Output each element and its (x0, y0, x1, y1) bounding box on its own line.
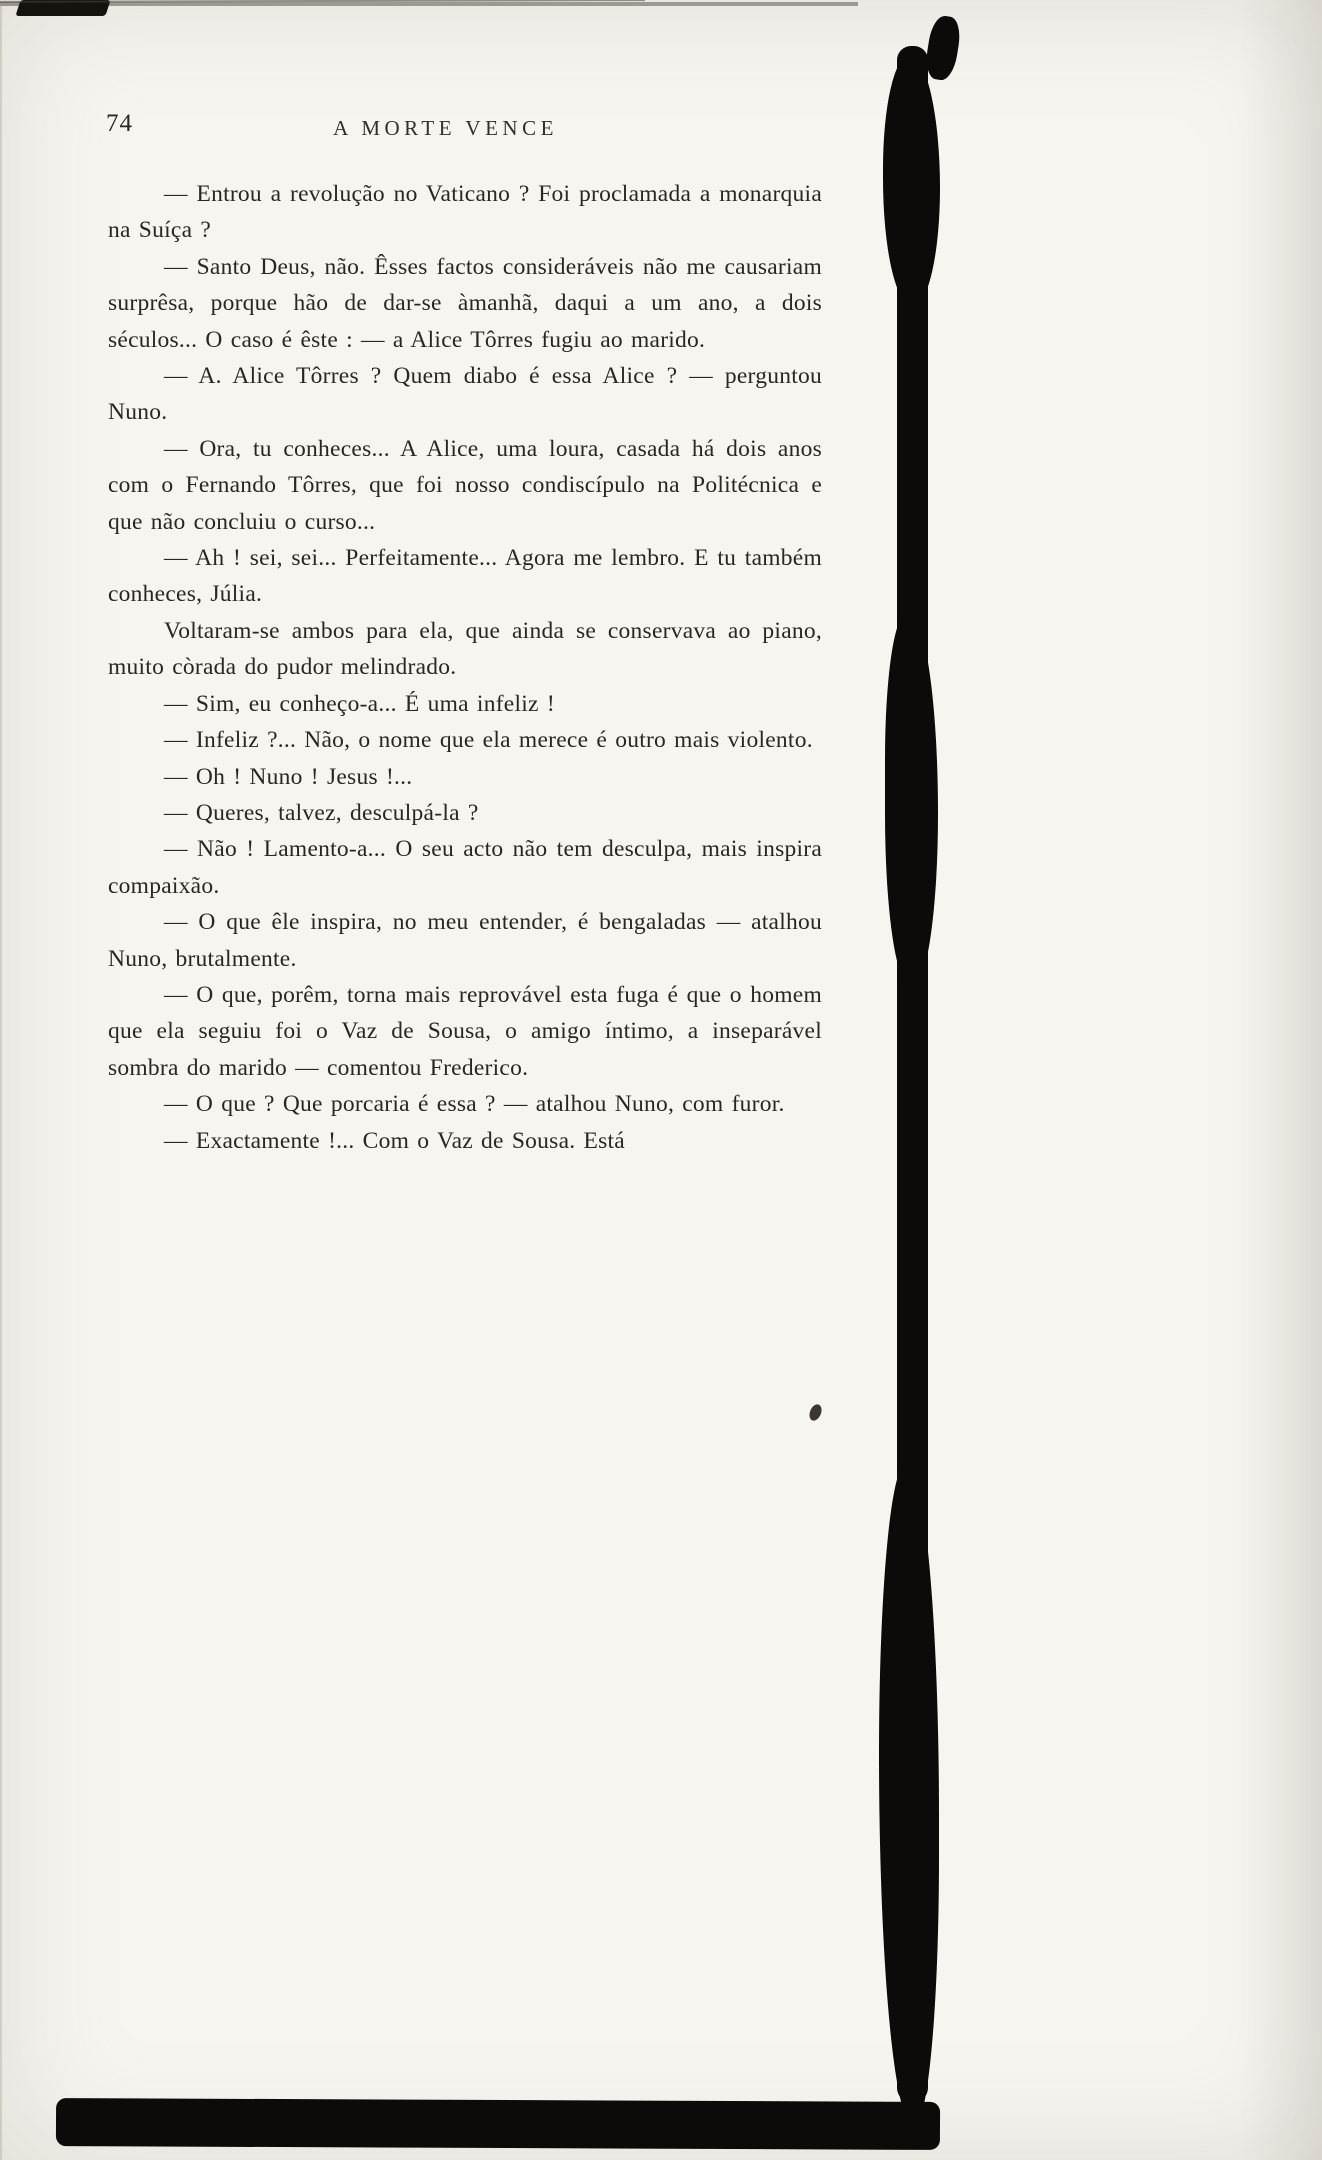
paragraph: — Entrou a revolução no Vaticano ? Foi proclamada a monarquia na Suíça ? (108, 181, 822, 244)
paragraph: Voltaram-se ambos para ela, que ainda se conservava ao piano, muito còrada do pudor melindrado. (108, 617, 822, 681)
scan-ink-band-bottom (56, 2098, 940, 2150)
paragraph: — Oh ! Nuno ! Jesus !... (164, 763, 413, 790)
running-title: A MORTE VENCE (333, 116, 558, 140)
page-edge-line (0, 6, 2, 2160)
binding-shadow-top-mark (923, 14, 963, 82)
page-number: 74 (106, 110, 133, 137)
scan-hairline-bottom (0, 2, 858, 6)
page-edge-shading (1240, 0, 1322, 2160)
text-block (108, 176, 822, 1159)
ink-speck (807, 1403, 824, 1423)
paragraph: — Sim, eu conheço-a... É uma infeliz ! (164, 690, 555, 717)
paragraph: — O que, porêm, torna mais reprovável esta fuga é que o homem que ela seguiu foi o Vaz de Sousa, o amigo íntimo, a inseparável sombra do marido — comentou Frederico. (108, 981, 822, 1081)
paragraph: — Infeliz ?... Não, o nome que ela merece é outro mais violento. (164, 727, 813, 754)
paragraph: — Exactamente !... Com o Vaz de Sousa. Está (164, 1127, 625, 1154)
paragraph: — A. Alice Tôrres ? Quem diabo é essa Alice ? — perguntou Nuno. (108, 363, 822, 426)
paragraph: — Não ! Lamento-a... O seu acto não tem desculpa, mais inspira compaixão. (108, 836, 822, 899)
paragraph: — O que êle inspira, no meu entender, é bengaladas — atalhou Nuno, brutalmente. (108, 909, 822, 972)
binding-shadow-blob-middle (885, 615, 938, 985)
paragraph: — O que ? Que porcaria é essa ? — atalhou Nuno, com furor. (164, 1091, 785, 1118)
paragraph: — Ah ! sei, sei... Perfeitamente... Agora me lembro. E tu também conheces, Júlia. (108, 545, 822, 608)
paragraph: — Santo Deus, não. Êsses factos consideráveis não me causariam surprêsa, porque hão de dar-se àmanhã, daqui a um ano, a dois séculos... O caso é êste : — a Alice Tôrres fugiu ao marido. (108, 253, 822, 353)
paragraph: — Ora, tu conheces... A Alice, uma loura, casada há dois anos com o Fernando Tôrres, que foi nosso condiscípulo na Politécnica e que não concluiu o curso... (108, 435, 822, 535)
binding-shadow-blob-upper (883, 56, 940, 306)
paragraph: — Queres, talvez, desculpá-la ? (164, 799, 479, 826)
binding-shadow-blob-lower (879, 1465, 939, 2125)
